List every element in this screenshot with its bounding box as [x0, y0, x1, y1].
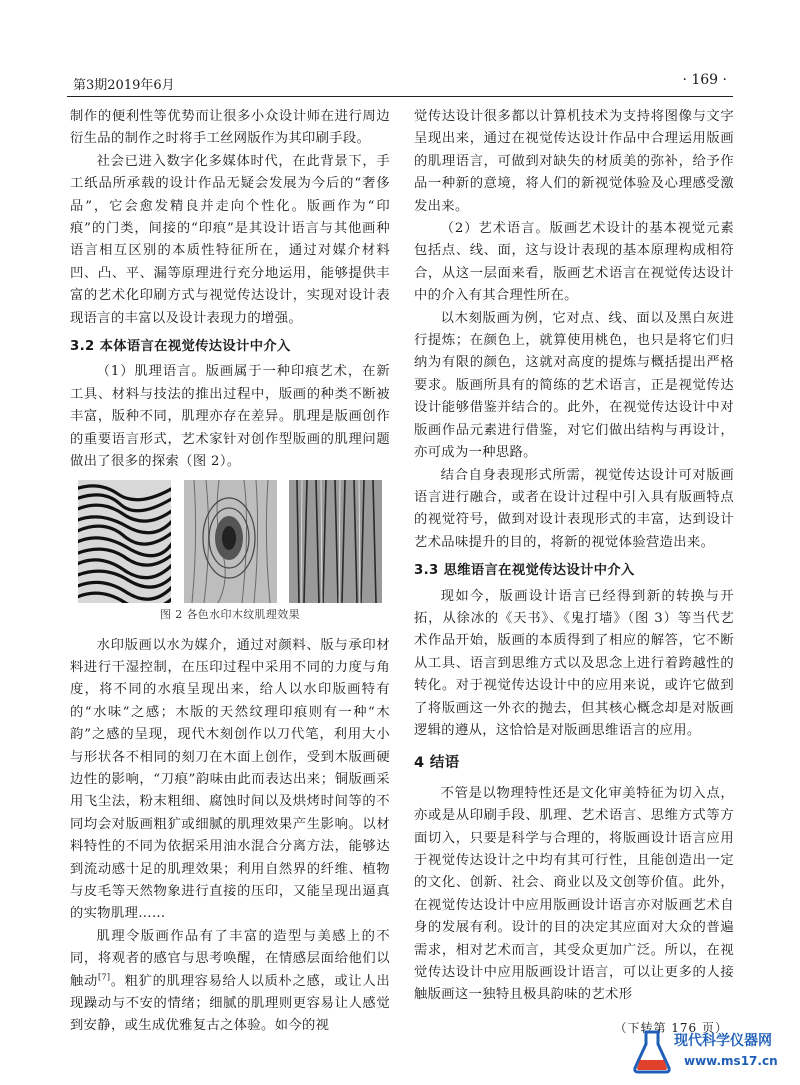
- paragraph: 肌理令版画作品有了丰富的造型与美感上的不同，将观者的感官与思考唤醒，在情感层面给他们以触动[7]。粗犷的肌理容易给人以质朴之感，或让人出现躁动与不安的情绪；细腻的肌理则更容易让人感觉到安静，或生成优雅复古之体验。如今的视: [70, 928, 391, 1034]
- watermark-url: www.ms17.cn: [684, 1054, 778, 1068]
- continued-note: （下转第 176 页）: [614, 1020, 728, 1035]
- paragraph: 制作的便利性等优势而让很多小众设计师在进行周边衍生品的制作之时将手工丝网版作为其印刷手段。: [70, 109, 390, 147]
- section-heading-3-3: 3.3 思维语言在视觉传达设计中介入: [414, 563, 635, 579]
- paragraph: （2）艺术语言。版画艺术设计的基本视觉元素包括点、线、面，这与设计表现的基本原理构成相符合，从这一层面来看，版画艺术语言在视觉传达设计中的介入有其合理性所在。: [414, 221, 734, 304]
- flask-logo-icon: [632, 1028, 672, 1074]
- paragraph: （1）肌理语言。版画属于一种印痕艺术，在新工具、材料与技法的推出过程中，版画的种类不断被丰富，版种不同，肌理亦存在差异。肌理是版画创作的重要语言形式，艺术家针对创作型版画的肌理问题做出了很多的探索（图 2）。: [70, 364, 390, 470]
- paragraph: 以木刻版画为例，它对点、线、面以及黑白灰进行提炼；在颜色上，就算使用桃色，也只是将它们归纳为有限的颜色，这就对高度的提炼与概括提出严格要求。版画所具有的简练的艺术语言，正是视觉传达设计能够借鉴并结合的。此外，在视觉传达设计中对版画作品元素进行借鉴，对它们做出结构与再设计，亦可成为一种思路。: [414, 310, 734, 461]
- section-heading-4: 4 结语: [414, 755, 460, 772]
- texture-image-2: [184, 480, 277, 603]
- paragraph: 社会已进入数字化多媒体时代，在此背景下，手工纸品所承载的设计作品无疑会发展为今后的“奢侈品”，它会愈发精良并走向个性化。版画作为“印痕”的门类，间接的“印痕”是其设计语言与其他画种语言相互区别的本质性特征所在，通过对媒介材料凹、凸、平、漏等原理进行充分地运用，能够提供丰富的艺术化印刷方式与视觉传达设计，实现对设计表现语言的丰富以及设计表现力的增强。: [70, 153, 390, 326]
- paragraph: 现如今，版画设计语言已经得到新的转换与开拓，从徐冰的《天书》、《鬼打墙》（图 3）等当代艺术作品开始，版画的本质得到了相应的解答，它不断从工具、语言到思维方式以及思念上进行着跨越性的转化。对于视觉传达设计中的应用来说，或许它做到了将版画这一外衣的抛去，但其核心概念却是对版画逻辑的遵从，这恰恰是对版画思维语言的应用。: [414, 588, 734, 738]
- citation-ref: [7]: [97, 972, 111, 982]
- watermark: [632, 1028, 792, 1078]
- page-number: · 169 ·: [682, 72, 727, 88]
- page-header: [67, 70, 733, 97]
- paragraph: 结合自身表现形式所需，视觉传达设计可对版画语言进行融合，或者在设计过程中引入具有版画特点的视觉符号，做到对设计表现形式的丰富，达到设计艺术品味提升的目的，将新的视觉体验营造出来。: [414, 467, 734, 550]
- paragraph: 不管是以物理特性还是文化审美特征为切入点，亦或是从印刷手段、肌理、艺术语言、思维方式等方面切入，只要是科学与合理的，将版画设计语言应用于视觉传达设计之中均有其可行性，且能创造出一定的文化、创新、社会、商业以及文创等价值。此外，在视觉传达设计中应用版画设计语言亦对版画艺术自身的发展有利。设计的目的决定其应面对大众的普遍需求，相对艺术而言，其受众更加广泛。所以，在视觉传达设计中应用版画设计语言，可以让更多的人接触版画这一独特且极具韵味的艺术形: [414, 785, 734, 1003]
- left-column: [70, 106, 390, 1038]
- texture-image-1: [78, 480, 171, 603]
- paragraph: 水印版画以水为媒介，通过对颜料、版与承印材料进行干湿控制，在压印过程中采用不同的力度与角度，将不同的水痕呈现出来，给人以水印版画特有的“水味”之感；木版的天然纹理印痕则有一种“木韵”之感的呈现，现代木刻创作以刀代笔，利用大小与形状各不相同的刻刀在木面上创作，受到木版画硬边性的影响，“刀痕”韵味由此而表达出来；铜版画采用飞尘法，粉末粗细、腐蚀时间以及烘烤时间等的不同均会对版画粗犷或细腻的肌理效果产生影响。以材料特性的不同为依据采用油水混合分离方法，能够达到流动感十足的肌理效果；利用自然界的纤维、植物与皮毛等天然物象进行直接的压印，又能呈现出逼真的实物肌理……: [70, 637, 390, 922]
- watermark-name: 现代科学仪器网: [674, 1033, 772, 1049]
- texture-image-3: [289, 480, 382, 603]
- figure-caption: 图 2 各色水印木纹肌理效果: [160, 607, 300, 621]
- paragraph: 觉传达设计很多都以计算机技术为支持将图像与文字呈现出来，通过在视觉传达设计作品中合理运用版画的肌理语言，可做到对缺失的材质美的弥补，给予作品一种新的意境，将人们的新视觉体验及心理感受激发出来。: [414, 109, 734, 214]
- right-column: [414, 106, 734, 1039]
- section-heading-3-2: 3.2 本体语言在视觉传达设计中介入: [70, 339, 291, 355]
- figure-2-wood-textures: [78, 480, 382, 603]
- issue-label: 第3期2019年6月: [73, 78, 175, 93]
